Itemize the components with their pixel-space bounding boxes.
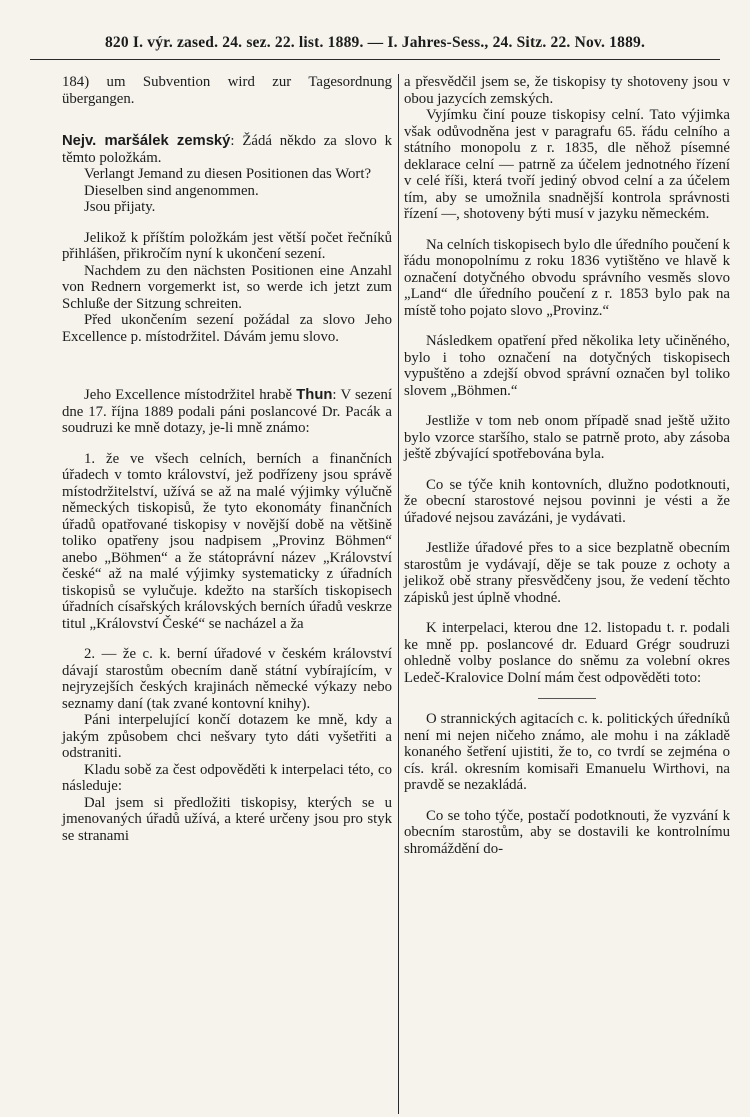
spacer [404, 319, 730, 333]
paragraph: Jelikož k příštím položkám jest větší počet řečníků přihlášen, přikročím nyní k ukončení sezení. [62, 229, 392, 262]
paragraph: Páni interpelující končí dotazem ke mně, kdy a jakým způsobem chci nešvary tyto dáti vyšetřiti a odstraniti. [62, 712, 392, 761]
paragraph: 2. — že c. k. berní úřadové v českém království dávají starostům obecním daně státní vybírajícím, v nejryzejších českých krajinách německé výkazy nebo seznamy daní (tak zvané kontovní knihy). [62, 646, 392, 712]
spacer [404, 794, 730, 808]
paragraph: a přesvědčil jsem se, že tiskopisy ty shotoveny jsou v obou jazycích zemských. [404, 74, 730, 107]
paragraph: Jsou přijaty. [84, 199, 156, 215]
paragraph: Verlangt Jemand zu diesen Positionen das Wort? [84, 166, 372, 182]
paragraph: O strannických agitacích c. k. politických úředníků není mi nejen ničeho známo, ale mohu i na základě konaného šetření ujistiti, že to, co tvrdí se zejména o cís. král. okresním komisaři Emanuelu Wirthovi, na pravdě se nezakládá. [404, 711, 730, 793]
spacer [62, 107, 392, 133]
speech-text: : Žádá někdo za slovo k těmto položkám. [62, 133, 392, 166]
spacer [62, 345, 392, 387]
spacer [62, 216, 392, 230]
page-header: 820 I. výr. zased. 24. sez. 22. list. 1889. — I. Jahres-Sess., 24. Sitz. 22. Nov. 1889. [104, 34, 646, 51]
spacer [404, 526, 730, 540]
paragraph: 1. že ve všech celních, berních a finančních úřadech v tomto království, jež podřízeny jsou správě místodržitelství, užívá se až na malé výjimky výlučně německých tiskopisů, že tyto ekonomáty finančních úřadů opatřované tiskopisy v novější době na většině toliko opatřeny jsou nadpisem „Provinz Böhmen“ anebo „Böhmen“ a že státoprávní název „Království české“ až na malé výjimky systematicky z úřadních tiskopisů se vylučuje. kdežto na starších tiskopisech úřadních císařských královských berních úřadů veskrze titul „Království České“ se nacházel a ža [62, 450, 392, 632]
speaker-title: Jeho Excellence místodržitel hrabě [84, 387, 297, 403]
right-column [404, 74, 730, 857]
paragraph: Před ukončením sezení požádal za slovo Jeho Excellence p. místodržitel. Dávám jemu slovo. [62, 312, 392, 345]
column-divider [398, 74, 399, 1114]
spacer [62, 632, 392, 646]
speaker-name: Nejv. maršálek zemský [62, 133, 231, 149]
paragraph: Dieselben sind angenommen. [84, 182, 259, 199]
paragraph: Jestliže v tom neb onom případě snad ještě užito bylo vzorce staršího, stalo se patrně proto, aby zásoba ještě zbývající spotřebována byla. [404, 413, 730, 462]
paragraph: Následkem opatření před několika lety učiněného, bylo i toho označení na dotyčných tiskopisech vypuštěno a zdejší obvod správní označen byl toliko slovem „Böhmen.“ [404, 333, 730, 399]
speech-paragraph [62, 133, 392, 166]
paragraph: Co se týče knih kontovních, dlužno podotknouti, že obecní starostové nejsou povinni je vésti a že úřadové nejsou zavázáni, je vydávati. [404, 476, 730, 526]
paragraph: Co se toho týče, postačí podotknouti, že vyzvání k obecním starostům, aby se dostavili ke kontrolnímu shromáždění do- [404, 807, 730, 857]
paragraph: Jestliže úřadové přes to a sice bezplatně obecním starostům je vydávají, děje se tak pouze z ochoty a jelikož obě strany přesvědčeny jsou, že vedení těchto zápisků jest úplně vhodné. [404, 540, 730, 606]
paragraph: Na celních tiskopisech bylo dle úředního poučení k řádu monopolnímu z roku 1836 vytištěno ve hlavě k označení dotyčného obvodu správního vesměs slovo „Land“ dle úředního poučení z r. 1853 bylo pak na místě toho pojato slovo „Provinz.“ [404, 236, 730, 319]
paragraph: K interpelaci, kterou dne 12. listopadu t. r. podali ke mně pp. poslancové dr. Eduard Grégr soudruzi ohledně volby poslance do sněmu za volební okres Ledeč-Kralovice Dolní mám čest odpověděti toto: [404, 620, 730, 686]
paragraph: Nachdem zu den nächsten Positionen eine Anzahl von Rednern vorgemerkt ist, so werde ich jetzt zum Schluße der Sitzung schreiten. [62, 262, 392, 312]
spacer [404, 223, 730, 237]
left-column [62, 74, 392, 844]
speech-paragraph [62, 387, 392, 437]
spacer [62, 437, 392, 451]
paragraph: Vyjímku činí pouze tiskopisy celní. Tato výjimka však odůvodněna jest v paragrafu 65. řádu celního a státního monopolu z r. 1835, dle něhož písemné deklarace celní — patrně za účelem jednotného řízení v celé říši, která tvoří jediný obvod celní a za účelem tím, aby se umožnila snadnější kontrola správnosti řízení —, shotoveny býti musí v jazyku německém. [404, 107, 730, 222]
speech-text: : V sezení dne 17. října 1889 podali páni poslancové Dr. Pacák a soudruzi ke mně dotazy, je-li mně známo: [62, 387, 393, 436]
spacer [404, 463, 730, 477]
section-rule [538, 698, 596, 699]
speaker-name: Thun [296, 387, 333, 403]
spacer [404, 399, 730, 413]
paragraph: Dal jsem si předložiti tiskopisy, kterých se u jmenovaných úřadů užívá, a které určeny jsou pro styk se stranami [62, 794, 392, 844]
paragraph: 184) um Subvention wird zur Tagesordnung übergangen. [62, 74, 392, 107]
header-rule [30, 59, 720, 60]
paragraph: Kladu sobě za čest odpověděti k interpelaci této, co následuje: [62, 761, 392, 794]
spacer [404, 606, 730, 620]
